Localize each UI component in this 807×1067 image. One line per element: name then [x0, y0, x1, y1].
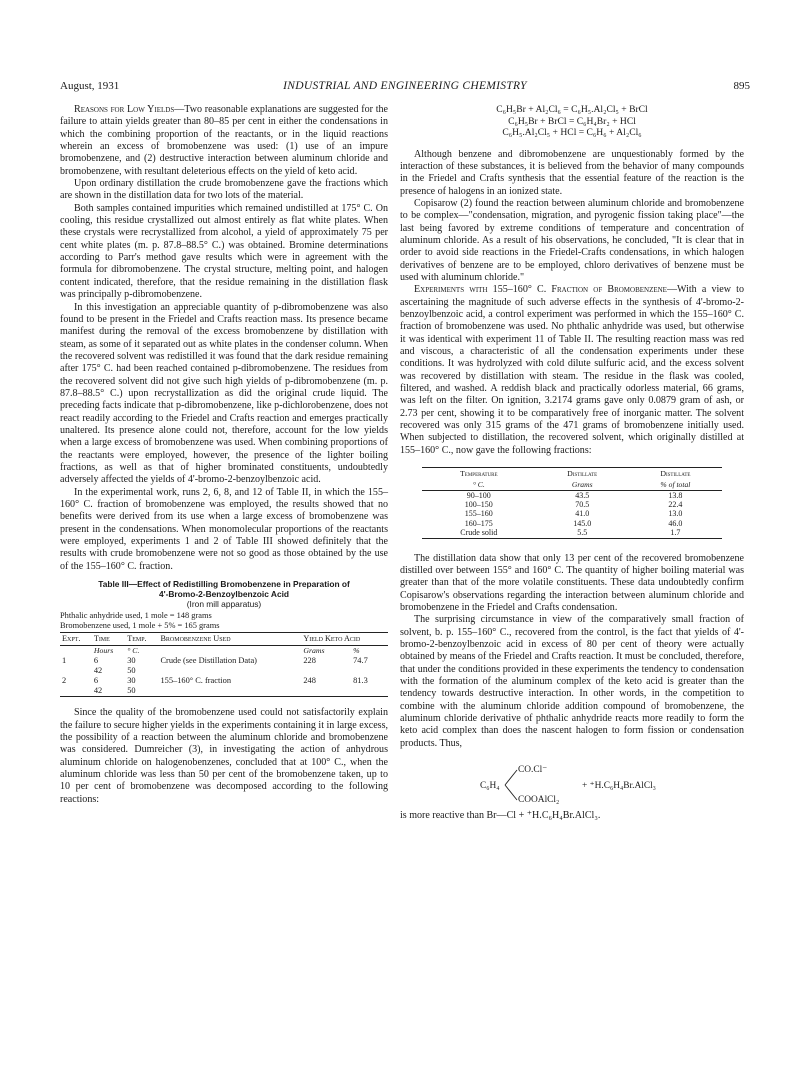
paragraph: Upon ordinary distillation the crude bromobenzene gave the fractions which are shown in the distillation data for two lots of the material. — [60, 178, 388, 202]
formula-bottom-group: COOAlCl₂ — [518, 795, 560, 806]
table-row: 2 6 30 155–160° C. fraction 248 81.3 — [62, 676, 368, 686]
paragraph: The distillation data show that only 13 per cent of the recovered bromobenzene distilled over between 155° and 160° C. The quantity of higher boiling material was greater than that of the more volatile constituents. These data undoubtedly confirm Copisarow's observations regarding the interaction between aluminum chloride and bromobenzene in the Friedel and Crafts condensation. — [400, 552, 744, 613]
paragraph: Copisarow (2) found the reaction between aluminum chloride and bromobenzene to be complex—"condensation, migration, and pyrogenic fission taking place"—the last being favored by extreme conditions of temperature and concentration of aluminum chloride. As a result of his observations, he concluded, "It is clear that in order to avoid side reactions in the Friedel-Crafts condensations, in which halogen derivatives of benzene are to be employed, chloro derivatives of benzene must be used with aluminum chloride." — [400, 197, 744, 283]
header-page-number: 895 — [733, 80, 750, 92]
table-row: 42 50 — [93, 666, 136, 676]
table-row: 100–150 70.5 22.4 — [464, 499, 683, 509]
table-header: Temp. — [125, 633, 158, 646]
paragraph: Although benzene and dibromobenzene are unquestionably formed by the interaction of these substances, it is believed from the behavior of many compounds in the Friedel and Crafts synthesis that the essential feature of the reaction is the presence of halogens in an ionized state. — [400, 148, 744, 197]
paragraph: In the experimental work, runs 2, 6, 8, and 12 of Table II, in which the 155–160° C. fraction of bromobenzene was employed, the results showed that no benefits were derived from its use when a large excess of bromobenzene was present in the condensations. When monomolecular proportions of the reactants were employed, experiments 1 and 2 of Table III showed definitely that the results with crude bromobenzene were not so good as those obtained by the use of the 155–160° C. fraction. — [60, 486, 388, 572]
right-column — [400, 104, 744, 822]
header-journal-title: INDUSTRIAL AND ENGINEERING CHEMISTRY — [283, 80, 527, 92]
table-header: Yield Keto Acid — [301, 633, 388, 646]
section-head-reasons: Reasons for Low Yields — [74, 104, 175, 115]
running-header — [60, 80, 750, 96]
table-header: Distillate — [567, 469, 598, 479]
table-3-notes: Phthalic anhydride used, 1 mole = 148 grams Bromobenzene used, 1 mole + 5% = 165 grams — [60, 611, 220, 630]
paragraph-experiments: Experiments with 155–160° C. Fraction of Bromobenzene—With a view to ascertaining the magnitude of such adverse effects in the synthesis of 4'-bromo-2-benzoylbenzoic acid, a control experiment was performed in which the 155–160° C. fraction of bromobenzene was used. No phthalic anhydride was used, but otherwise it was identical with experiment 11 of Table II. The resulting reaction mass was red and viscous, a characteristic of all the condensation experiments under these conditions. It was hydrolyzed with cold dilute sulfuric acid, and the excess solvent was recovered by distillation with steam. The residue in the flask was cooled, filtered, and washed. A reddish black and practically odorless material, 66 grams, was left on the filter. On ignition, 3.2174 grams gave only 0.0879 gram of ash, or 2.73 per cent, showing it to be comparatively free of inorganic matter. The solvent recovered was only 315 grams of the 471 grams of bromobenzene initially used. When subjected to distillation, the recovered solvent, which originally distilled at 155–160° C., now gave the following fractions: — [400, 284, 744, 456]
formula-ring: C₆H₄ — [480, 781, 500, 792]
equation: C₆H₅.Al₂Cl₅ + HCl = C₆H₆ + Al₂Cl₆ — [502, 127, 642, 138]
paragraph: Both samples contained impurities which remained undistilled at 175° C. On cooling, this residue crystallized out almost entirely as flat white plates. When these crystals were recrystallized from alcohol, a yield of approximately 75 per cent white plates (m. p. 87.8–88.5° C.) was obtained. Bromine determinations according to Parr's method gave results which were in agreement with the formula for dibromobenzene. The crystal structure, melting point, and halogen content indicated, therefore, that the residue remaining in the distillation flask was principally p-dibromobenzene. — [60, 202, 388, 301]
table-row: 160–175 145.0 46.0 — [464, 518, 683, 528]
table-row: 42 50 — [60, 686, 388, 697]
structural-formula — [400, 760, 744, 806]
reaction-equations — [400, 104, 744, 139]
table-header: Temperature — [460, 469, 498, 479]
formula-plus-term: + ⁺H.C₆H₄Br.AlCl₃ — [582, 781, 656, 792]
paragraph-reasons: Reasons for Low Yields—Two reasonable explanations are suggested for the failure to attain yields greater than 80–85 per cent in either the condensations in which the combining proportion of the reactants, or in the liquid reactions wherein an excess of bromobenzene was used: (1) use of an impure bromobenzene, and (2) destructive interaction between aluminum chloride and bromobenzene, with resultant deleterious effects on the yield of keto acid. — [60, 104, 388, 177]
paragraph: Since the quality of the bromobenzene used could not satisfactorily explain the failure to secure higher yields in the experiments containing it in large excess, the possibility of a reaction between the aluminum chloride and bromobenzene was considered. Dumreicher (3), in investigating the action of anhydrous aluminum chloride on halogenobenzenes, concluded that at 100° C., when the aluminum chloride was less than 50 per cent of the bromobenzene taken, up to 10 per cent of bromobenzene was decomposed according to the following reactions: — [60, 707, 388, 805]
paragraph: In this investigation an appreciable quantity of p-dibromobenzene was also found to be present in the Friedel and Crafts reaction mass. Its presence became manifest during the removal of the excess bromobenzene by distillation with steam, as some of it separated out as white plates in the condenser column. When the recovered solvent was redistilled it was found that the dark residue remaining after 175° C. had been reached contained p-dibromobenzene. The residues from the recovered solvent did not give such high yields of p-dibromobenzene (m. p. 87.8–88.5° C.) upon recrystallization as did the original crude liquid. The preceding facts indicate that p-dibromobenzene, like p-dichlorobenzene, does not react readily according to the Friedel and Crafts reaction and emerges practically unaltered. Its presence alone could not, therefore, account for the low yields when a large excess of bromobenzene was used. When combining proportions of the reactants were employed, however, the presence of the lighter boiling fractions, as well as that of higher brominated constituents, undoubtedly adversely affected the yields of 4'-bromo-2-benzoylbenzoic acid. — [60, 301, 388, 486]
table-header: Expt. — [60, 633, 92, 646]
equation: C₆H₅Br + BrCl = C₆H₄Br₂ + HCl — [508, 115, 636, 127]
paragraph: The surprising circumstance in view of the comparatively small fraction of solvent, b. p. 155–160° C., recovered from the control, is the fact that yields of 4'-bromo-2-benzoylbenzoic acid in excess of 80 per cent of theory were actually obtained by means of the Friedel and Crafts reaction. It must be concluded, therefore, that under the conditions provided in these experiments the tendency to condensation with the formation of the aluminum complex of the keto acid is greater than the tendency towards destructive interaction. In other words, in the competition to combine with the aluminum chloride addition compound of bromobenzene, the aluminum chloride derivative of phthalic anhydride reacts more readily to form the keto acid complex than does the nascent halogen to form fission or condensation products. Thus, — [400, 614, 744, 749]
left-column — [60, 104, 388, 806]
section-head-experiments: Experiments with 155–160° C. Fraction of Bromobenzene — [414, 284, 667, 296]
table-3 — [60, 632, 388, 697]
table-header: Time — [92, 633, 125, 646]
formula-top-group: CO.Cl⁻ — [518, 765, 548, 776]
table-header: Bromobenzene Used — [158, 633, 301, 646]
table-row: 155–160 41.0 13.0 — [464, 509, 683, 519]
table-header: Distillate — [660, 469, 691, 479]
paragraph: is more reactive than Br—Cl + ⁺H.C₆H₄Br.AlCl₃. — [400, 810, 601, 822]
table-row: 1 6 30 Crude (see Distillation Data) 228 74.7 — [62, 656, 368, 666]
table-row: 90–100 43.5 13.8 — [466, 490, 683, 500]
table-row: Crude solid 5.5 1.7 — [422, 528, 722, 538]
table-units-row: Hours ° C. Grams % — [93, 646, 360, 656]
table-units-row: ° C. Grams % of total — [422, 480, 722, 490]
equation: C₆H₅Br + Al₂Cl₆ = C₆H₅.Al₂Cl₅ + BrCl — [496, 104, 648, 115]
table-3-caption: Table III—Effect of Redistilling Bromobenzene in Preparation of 4'-Bromo-2-Benzoylbenzoic Acid (Iron mill apparatus) — [98, 579, 350, 610]
distillation-table — [422, 467, 722, 538]
formula-bond-lines — [503, 768, 519, 802]
header-date: August, 1931 — [60, 80, 120, 92]
